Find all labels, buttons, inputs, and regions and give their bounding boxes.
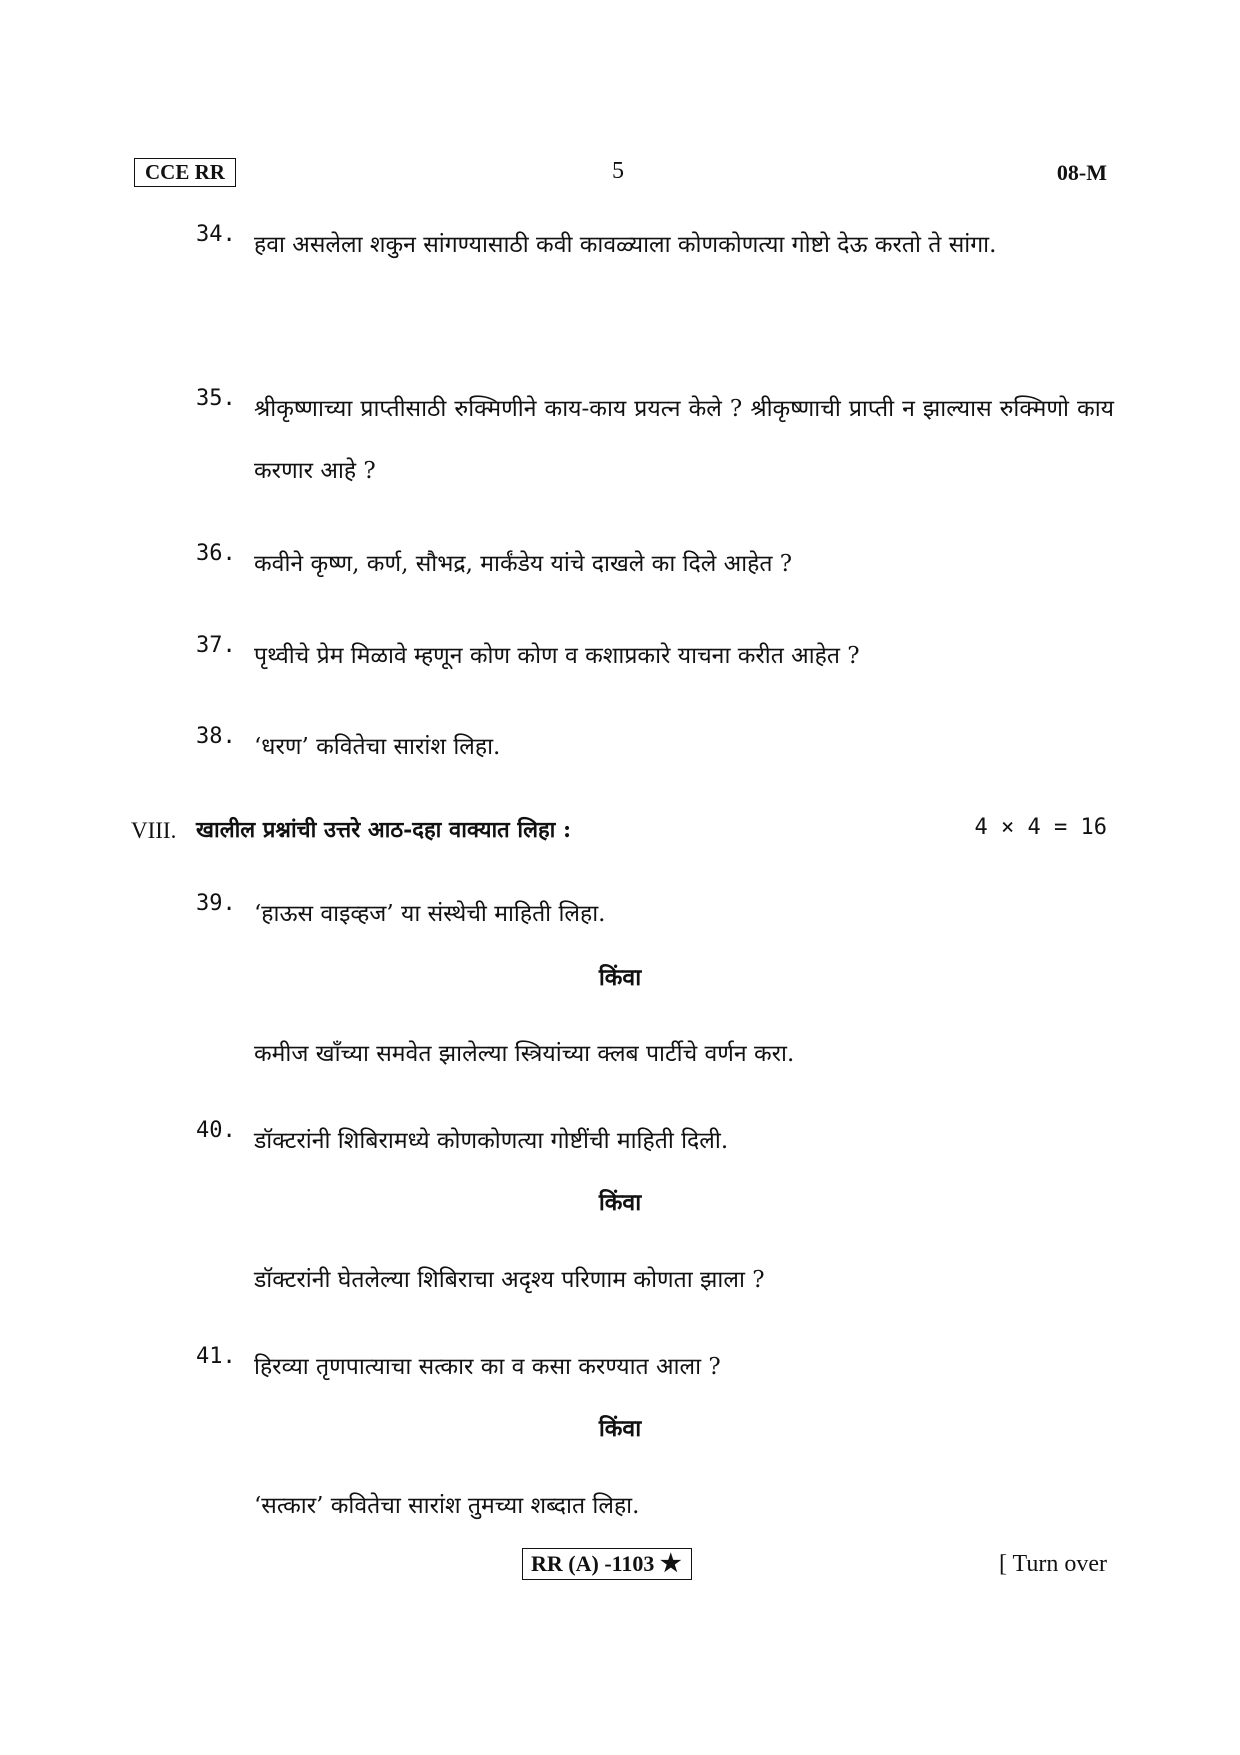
header-right-code: 08-M <box>1056 160 1107 185</box>
turn-over-label: [ Turn over <box>998 1551 1107 1577</box>
or-label: किंवा <box>598 1189 642 1216</box>
alternative-question: ‘सत्कार’ कवितेचा सारांश तुमच्या शब्दात लिहा. <box>254 1493 640 1519</box>
footer-code-text: RR (A) -1103 <box>531 1551 655 1576</box>
question-text: श्रीकृष्णाच्या प्राप्तीसाठी रुक्मिणीने काय-काय प्रयत्न केले ? श्रीकृष्णाची प्राप्ती न झाल्यास रुक्मिणो काय करणार आहे ? <box>254 396 1114 484</box>
alternative-question: कमीज खाँच्या समवेत झालेल्या स्त्रियांच्या क्लब पार्टीचे वर्णन करा. <box>254 1041 795 1067</box>
question-text: पृथ्वीचे प्रेम मिळावे म्हणून कोण कोण व कशाप्रकारे याचना करीत आहेत ? <box>254 643 860 669</box>
question-text: हिरव्या तृणपात्याचा सत्कार का व कसा करण्यात आला ? <box>254 1354 721 1380</box>
question-text: ‘हाऊस वाइव्हज’ या संस्थेची माहिती लिहा. <box>254 901 606 927</box>
question-number: 39. <box>196 891 236 916</box>
question-text: हवा असलेला शकुन सांगण्यासाठी कवी कावळ्याला कोणकोणत्या गोष्टो देऊ करतो ते सांगा. <box>254 232 997 258</box>
or-label: किंवा <box>598 964 642 991</box>
question-number: 41. <box>196 1344 236 1369</box>
question-number: 34. <box>196 222 236 247</box>
section-number: VIII. <box>131 818 177 843</box>
section-marks: 4 × 4 = 16 <box>974 815 1107 840</box>
or-label: किंवा <box>598 1415 642 1442</box>
header-left-code: CCE RR <box>134 158 236 187</box>
page-number: 5 <box>612 158 624 184</box>
footer-code <box>522 1548 692 1580</box>
question-number: 38. <box>196 724 236 749</box>
question-number: 36. <box>196 541 236 566</box>
star-icon: ★ <box>659 1551 682 1577</box>
question-number: 37. <box>196 633 236 658</box>
question-text: ‘धरण’ कवितेचा सारांश लिहा. <box>254 734 501 760</box>
section-title: खालील प्रश्नांची उत्तरे आठ-दहा वाक्यात लिहा : <box>196 817 572 843</box>
question-text: कवीने कृष्ण, कर्ण, सौभद्र, मार्कंडेय यांचे दाखले का दिले आहेत ? <box>254 551 793 577</box>
alternative-question: डॉक्टरांनी घेतलेल्या शिबिराचा अदृश्य परिणाम कोणता झाला ? <box>254 1267 765 1293</box>
question-text: डॉक्टरांनी शिबिरामध्ये कोणकोणत्या गोष्टींची माहिती दिली. <box>254 1128 729 1154</box>
question-number: 35. <box>196 386 236 411</box>
question-number: 40. <box>196 1118 236 1143</box>
